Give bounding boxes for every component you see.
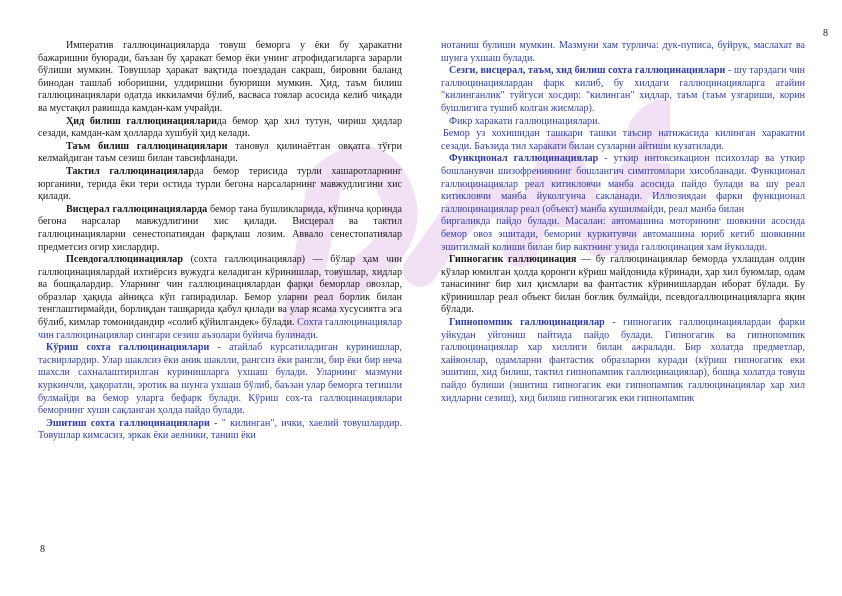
paragraph-hypnagogic-hallucinations: Гипногагик галлюцинация — бу галлюцинациялар беморда ухлашдан олдин кўзлар юмилган ҳолда қоронги кўриш майдонида кўринади, ҳар хил буюмлар, одам танасининг бир хил қисмлари ва фантастик кўринишлардан иборат бўлади. Бу кўринишлар реал объект билан боғлик булмайди, псевдогаллюцинацияларга яқин бўлади. [441, 254, 805, 316]
term-hypnagogic: Гипногагик галлюцинация [449, 254, 577, 266]
paragraph-visceral-hallucinations: Висцерал галлюцинацияларда бемор тана бушликларида, кўпинча қоринда бегона нарсалар мавжудлигини хис қилади. Висцерал ва тактил галлюцинацияларни сенестопатиядан фарқлаш лозим. Аввало сенестопатиялар предметсиз огир хислардир. [38, 203, 402, 253]
term-functional: Функционал галлюцинациялар [449, 153, 599, 165]
term-olfactory: Ҳид билиш галлюцинациялари [66, 115, 217, 127]
term-sensory-pseudo: Сезги, висцерал, таъм, хид билиш сохта галлюцинациялари [449, 65, 726, 77]
paragraph-sensory-pseudohallucinations: Сезги, висцерал, таъм, хид билиш сохта галлюцинациялари - шу тарздаги чин галлюцинациялардан фарк килиб, бу хилдаги галлюцинацияларга атайин "килинганлик" туйгуси хосдир: "килинган" хидлар, таъм (таъм узгариши, корин бушлигига тушиб колган жисмлар). [441, 65, 805, 114]
term-visceral: Висцерал галлюцинацияларда [66, 203, 208, 215]
paragraph-pseudohallucinations: Псевдогаллюцинациялар (сохта галлюцинациялар) — бўлар ҳам чин галлюцинациялардай ихтиёрсиз вужудга келадиган кўринишлар, товушлар, хидлар ва бошқалардир. Уларнинг чин галлюцинациялардан фарқи беморлар овозлар, образлар ҳақида айниқса кўп гапирадилар. Бемор уларни реал борлик билан тенглаштирмайди, борлиқдан ташқарида қабул қилади ва улар ясама хусусиятга эга бўлиб, кимлар томонидандир «солиб қўйилгандек» бўлади. Сохта галлюцинациялар чин галлюцинациялар сингари сезиш аъзолари буйича булинади. [38, 254, 402, 341]
paragraph-functional-hallucinations: Функционал галлюцинациялар - уткир интоксикацион психозлар ва уткир бошланувчи шизофрениянинг бошлангич симптомлари хисобланади. Функционал галлюцинациялар реал китикловчи манба асосида пайдо булади ва шу реал китикловчи манба йуколгунча сакланади. Иллюзиядан фарки функционал галлюцинациялар реал (объект) манба кушилмайди, реал манба билан [441, 153, 805, 215]
left-column [38, 40, 402, 443]
paragraph-auditory-pseudohallucinations: Эшитиш сохта галлюцинациялари - " килинган", ички, хаелий товушлардир. Товушлар кимсасиз, эркак ёки аелники, таниш ёки [38, 417, 402, 442]
paragraph-gustatory-hallucinations: Таъм билиш галлюцинациялари тановул қилинаётган овқатга тўғри келмайдиган таъм сезиш билан тавсифланади. [38, 140, 403, 165]
paragraph-thought-movement: Бемор уз хохишидан ташкари ташки таъсир натижасида килинган харакатни сезади. Баъзида тил харакати билан сузларни айтиши кузатилади. [441, 128, 805, 152]
paragraph-auditory-continued: нотаниш булиши мумкин. Мазмуни хам турлича: дук-пуписа, буйрук, маслахат ва шунга ухшаш булади. [441, 40, 805, 64]
paragraph-tactile-hallucinations: Тактил галлюцинацияларда бемор терисида турли хашаротларнинг юрганини, терида ёки тери остида турли бегона нарсаларнинг мавжудлигини хис қилади. [38, 165, 402, 203]
page-number-bottom: 8 [40, 544, 45, 555]
page-number-top: 8 [823, 28, 828, 39]
paragraph-functional-continued: биргаликда пайдо булади. Масалан: автомашина моторининг шовкини асосида бемор овоз эшитади, беморни куркитувчи автомашина юриб кетиб шовкинни эшитилмай колиши билан бир вактнинг узида галлюцинация хам йуколади. [441, 216, 805, 253]
paragraph-imperative-hallucinations: Императив галлюцинацияларда товуш беморга у ёки бу ҳаракатни бажаришни буюради, баъзан бу ҳаракат бемор ёки унинг атрофидагиларга зарарли бўлиши мумкин. Товушлар ҳаракат вақтида поездадан сакраш, бировни баланд бинодан ташлаб юборишни, улдиришни буюриши мумкин. Ҳид, таъм билиш галлюцинациялари одатда иккиламчи бўлиб, васваса гоялар асосида келиб чиқади ва мустақил равишда камдан-кам учрайди. [38, 40, 402, 114]
term-tactile: Тактил галлюцинациялар [66, 165, 195, 177]
term-hypnopompic: Гипнопомпик галлюцинациялар [449, 317, 605, 329]
paragraph-visual-pseudohallucinations: Кўриш сохта галлюцинациялари - атайлаб курсатиладиган куринишлар, тасвирлардир. Улар шаклсиз ёки аник шаклли, рангсиз ёки рангли, бир ёки бир неча шахсли сахналаштирилган куринишларга ухшаш булади. Уларнинг мазмуни куркинчли, ҳақоратли, эротик ва шунга ухшаш бўлиб, баъзан улар беморга тегишли булмайди ва бемор уларга бефарк булади. Кўриш сох-та галлюцинациялари беморнинг хуши сақланган ҳолда пайдо булади. [38, 342, 403, 417]
term-visual-pseudo: Кўриш сохта галлюцинациялари [46, 342, 210, 354]
term-auditory-pseudo: Эшитиш сохта галлюцинациялари [46, 417, 210, 429]
paragraph-hypnopompic-hallucinations: Гипнопомпик галлюцинациялар - гипногагик галлюцинациялардан фарки уйкудан уйгониш пайтида пайдо булади. Гипногагик ва гипнопомпик галлюцинациялар хар хиллиги билан ажралади. Бир холатда предметлар, хайвонлар, одамларни фантастик образларни куради (кўриш гипногагик еки эшитиш, хид билиш, тактил гипнопампик галлюцинациялар), бошқа холатда товуш пайдо булиши (эшитиш гипногагик еки гипнопампик галлюцинациялар хар хил хидларни сезиш), хид билиш гипногагик еки гипнопампик [441, 317, 805, 404]
paragraph-olfactory-hallucinations: Ҳид билиш галлюцинацияларида бемор ҳар хил тутун, чириш ҳидлар сезади, камдан-кам ҳолларда хушбуй ҳид келади. [38, 115, 402, 140]
term-gustatory: Таъм билиш галлюцинациялари [66, 140, 228, 152]
term-pseudohallucinations: Псевдогаллюцинациялар [66, 254, 183, 266]
paragraph-thought-movement-heading: Фикр харакати галлюцинациялари. [449, 115, 601, 127]
right-column [441, 40, 805, 405]
